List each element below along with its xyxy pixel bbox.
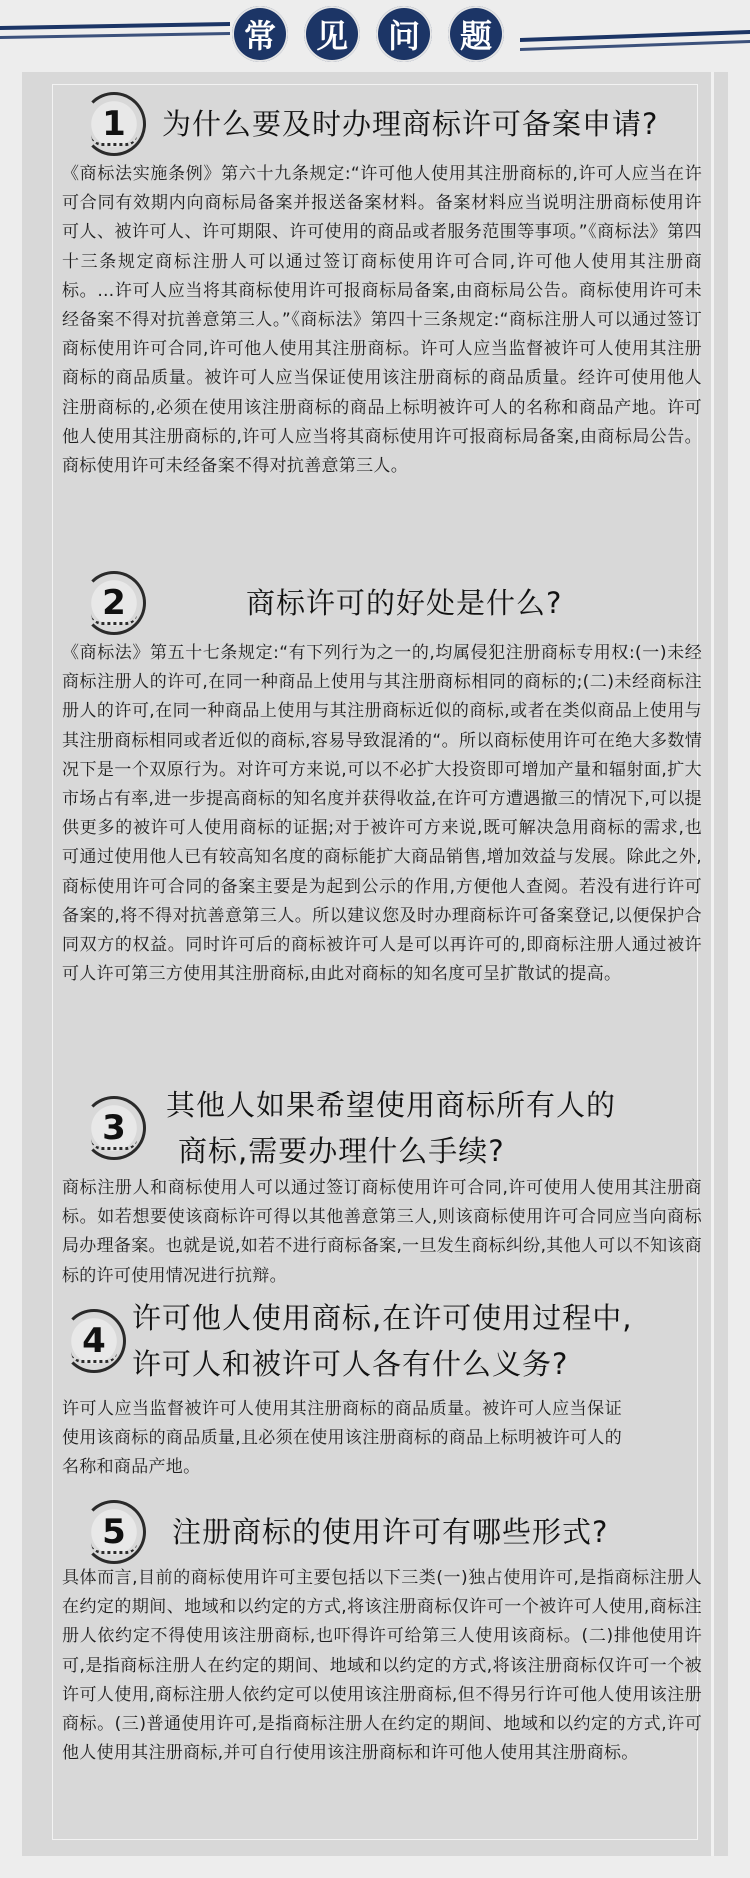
question-header (62, 1082, 702, 1174)
number-badge: 2 (82, 571, 146, 635)
answer-text: 许可人应当监督被许可人使用其注册商标的商品质量。被许可人应当保证使用该商标的商品质量,且必须在使用该注册商标的商品上标明被许可人的名称和商品产地。 (62, 1399, 622, 1478)
answer-text: 商标注册人和商标使用人可以通过签订商标使用许可合同,许可使用人使用其注册商标。如若想要使该商标许可得以其他善意第三人,则该商标使用许可合同应当向商标局办理备案。也就是说,如若不进行商标备案,一旦发生商标纠纷,其他人可以不知该商标的许可使用情况进行抗辩。 (62, 1178, 702, 1286)
question-header (62, 1295, 702, 1387)
question-title (166, 1082, 616, 1174)
answer-text: 《商标法》第五十七条规定:“有下列行为之一的,均属侵犯注册商标专用权:(一)未经商标注册人的许可,在同一种商品上使用与其注册商标相同的商标的;(二)未经商标注册人的许可,在同一种商品上使用与其注册商标近似的商标,或者在类似商品上使用与其注册商标相同或者近似的商标,容易导致混淆的“。所以商标使用许可在绝大多数情况下是一个双原行为。对许可方来说,可以不必扩大投资即可增加产量和辐射面,扩大市场占有率,进一步提高商标的知名度并获得收益,在许可方遭遇撤三的情况下,可以提供更多的被许可人使用商标的证据;对于被许可方来说,既可解决急用商标的需求,也可通过使用他人已有较高知名度的商标能扩大商品销售,增加效益与发展。除此之外,商标使用许可合同的备案主要是为起到公示的作用,方便他人查阅。若没有进行许可备案的,将不得对抗善意第三人。所以建议您及时办理商标许可备案登记,以便保护合同双方的权益。同时许可后的商标被许可人是可以再许可的,即商标注册人通过被许可人许可第三方使用其注册商标,由此对商标的知名度可呈扩散试的提高。 (62, 643, 702, 985)
question-title-line: 其他人如果希望使用商标所有人的 (166, 1088, 617, 1122)
question-title-line: 商标,需要办理什么手续? (178, 1134, 505, 1168)
answer-text: 《商标法实施条例》第六十九条规定:“许可他人使用其注册商标的,许可人应当在许可合同有效期内向商标局备案并报送备案材料。备案材料应当说明注册商标使用许可人、被许可人、许可期限、许可使用的商品或者服务范围等事项。”《商标法》第四十三条规定商标注册人可以通过签订商标使用许可合同,许可他人使用其注册商标。…许可人应当将其商标使用许可报商标局备案,由商标局公告。商标使用许可未经备案不得对抗善意第三人。”《商标法》第四十三条规定:“商标注册人可以通过签订商标使用许可合同,许可他人使用其注册商标。许可人应当监督被许可人使用其注册商标的商品质量。被许可人应当保证使用该注册商标的商品质量。经许可使用他人注册商标的,必须在使用该注册商标的商品上标明被许可人的名称和商品产地。许可他人使用其注册商标的,许可人应当将其商标使用许可报商标局备案,由商标局公告。商标使用许可未经备案不得对抗善意第三人。 (62, 164, 702, 477)
question-header (62, 1506, 702, 1558)
question-header (62, 577, 702, 629)
faq-item-2 (62, 577, 702, 989)
question-title: 注册商标的使用许可有哪些形式? (172, 1515, 609, 1549)
number-badge: 4 (62, 1309, 126, 1373)
faq-item-3 (62, 1082, 702, 1291)
question-title-line: 许可人和被许可人各有什么义务? (132, 1347, 569, 1381)
title-char: 常 (232, 6, 288, 62)
faq-item-5 (62, 1506, 702, 1768)
header-stripe-left (0, 22, 230, 30)
page-title (232, 6, 504, 62)
page-header (0, 0, 750, 62)
question-title-line: 许可他人使用商标,在许可使用过程中, (132, 1301, 633, 1335)
answer-text: 具体而言,目前的商标使用许可主要包括以下三类(一)独占使用许可,是指商标注册人在约定的期间、地域和以约定的方式,将该注册商标仅许可一个被许可人使用,商标注册人依约定不得使用该注册商标,也吓得许可给第三人使用该商标。(二)排他使用许可,是指商标注册人在约定的期间、地域和以约定的方式,将该注册商标仅许可一个被许可人使用,商标注册人依约定可以使用该注册商标,但不得另行许可他人使用该注册商标。(三)普通使用许可,是指商标注册人在约定的期间、地域和以约定的方式,许可他人使用其注册商标,并可自行使用该注册商标和许可他人使用其注册商标。 (62, 1568, 702, 1764)
title-char: 题 (448, 6, 504, 62)
content-panel (22, 72, 728, 1856)
number-badge: 1 (82, 92, 146, 156)
faq-item-4 (62, 1295, 702, 1483)
faq-item-1 (62, 98, 702, 481)
title-char: 见 (304, 6, 360, 62)
header-stripe-left-thin (0, 32, 230, 39)
number-badge: 5 (82, 1500, 146, 1564)
question-title: 为什么要及时办理商标许可备案申请? (162, 107, 659, 141)
question-header (62, 98, 702, 150)
header-stripe-right-thin (520, 40, 750, 51)
number-badge: 3 (82, 1096, 146, 1160)
question-title: 商标许可的好处是什么? (246, 586, 563, 620)
question-title (132, 1295, 632, 1387)
title-char: 问 (376, 6, 432, 62)
